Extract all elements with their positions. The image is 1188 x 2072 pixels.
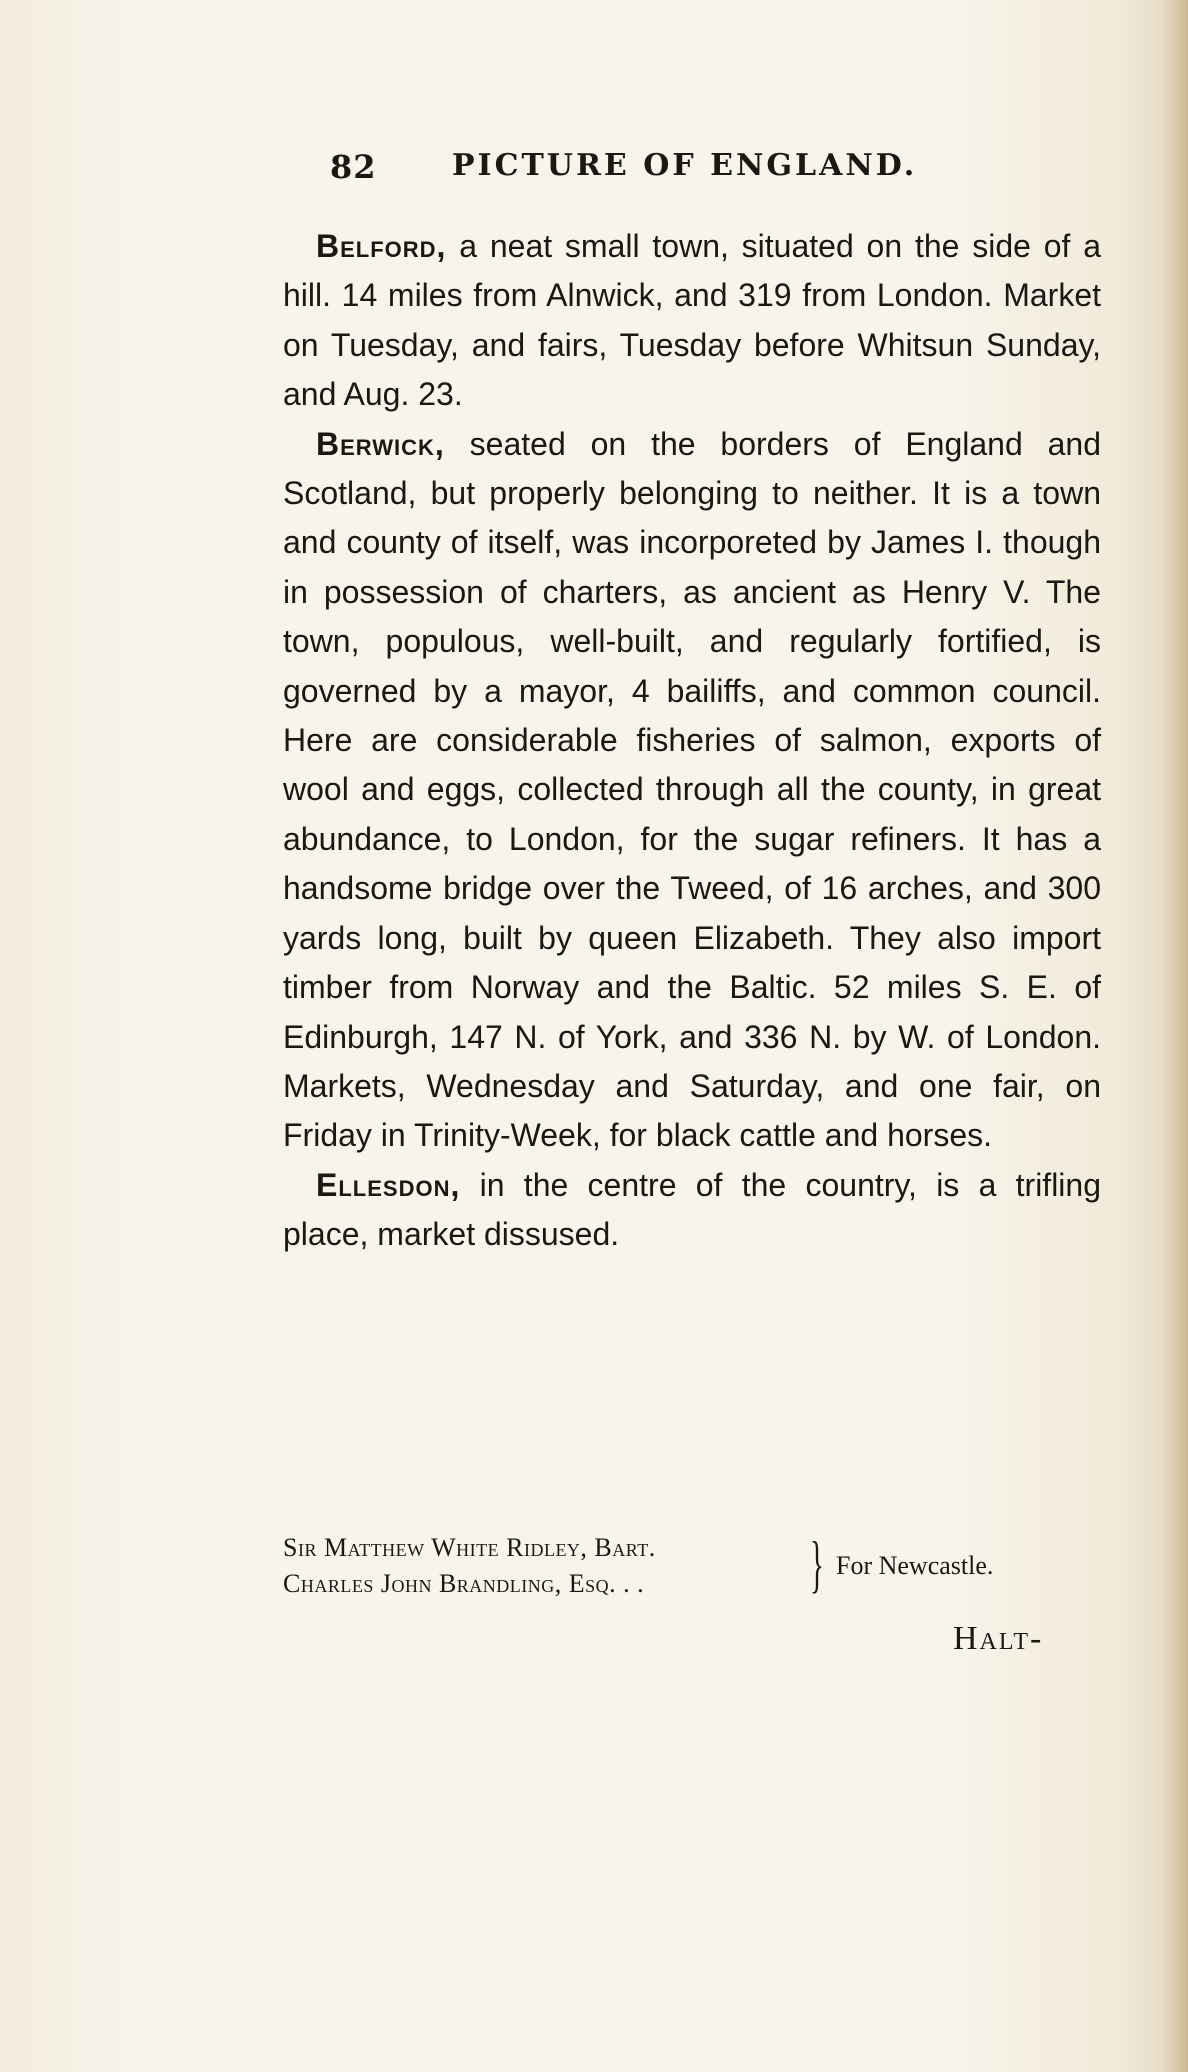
representative-name: Charles John Brandling, Esq. . . [283,1569,645,1598]
page-edge-shadow [1162,0,1188,2072]
entry-text: in the centre of the country, is a trifling place, market dissused. [283,1166,1101,1253]
representative-name: Sir Matthew White Ridley, Bart. [283,1533,656,1562]
entry-text: seated on the borders of England and Scotland, but properly belonging to neither. It is a town and county of itself, was incorporeted by James I. though in possession of charters, as ancient as Henry V. The town, populous, well-built, and regularly fortified, is governed by a mayor, 4 bailiffs, and common council. Here are considerable fisheries of salmon, exports of wool and eggs, collected through all the county, in great abundance, to London, for the sugar refiners. It has a handsome bridge over the Tweed, of 16 arches, and 300 yards long, built by queen Elizabeth. They also import timber from Norway and the Baltic. 52 miles S. E. of Edinburgh, 147 N. of York, and 336 N. by W. of London. Markets, Wednesday and Saturday, and one fair, on Friday in Trinity-Week, for black cattle and horses. [283,425,1101,1154]
page-body [283,222,1101,1260]
representative-names [283,1530,656,1602]
page-number: 82 [330,148,377,186]
brace-icon: } [810,1528,824,1599]
entry-belford [283,222,1101,420]
entry-ellesdon [283,1161,1101,1260]
running-title: PICTURE OF ENGLAND. [452,148,918,183]
constituency: For Newcastle. [836,1551,994,1580]
catchword: Halt- [953,1620,1044,1657]
entry-berwick [283,420,1101,1161]
entry-name: Belford, [316,228,447,264]
entry-name: Berwick, [316,425,445,462]
entry-text: a neat small town, situated on the side of a hill. 14 miles from Alnwick, and 319 from London. Market on Tuesday, and fairs, Tuesday before Whitsun Sunday, and Aug. 23. [283,228,1101,413]
entry-name: Ellesdon, [316,1166,461,1203]
